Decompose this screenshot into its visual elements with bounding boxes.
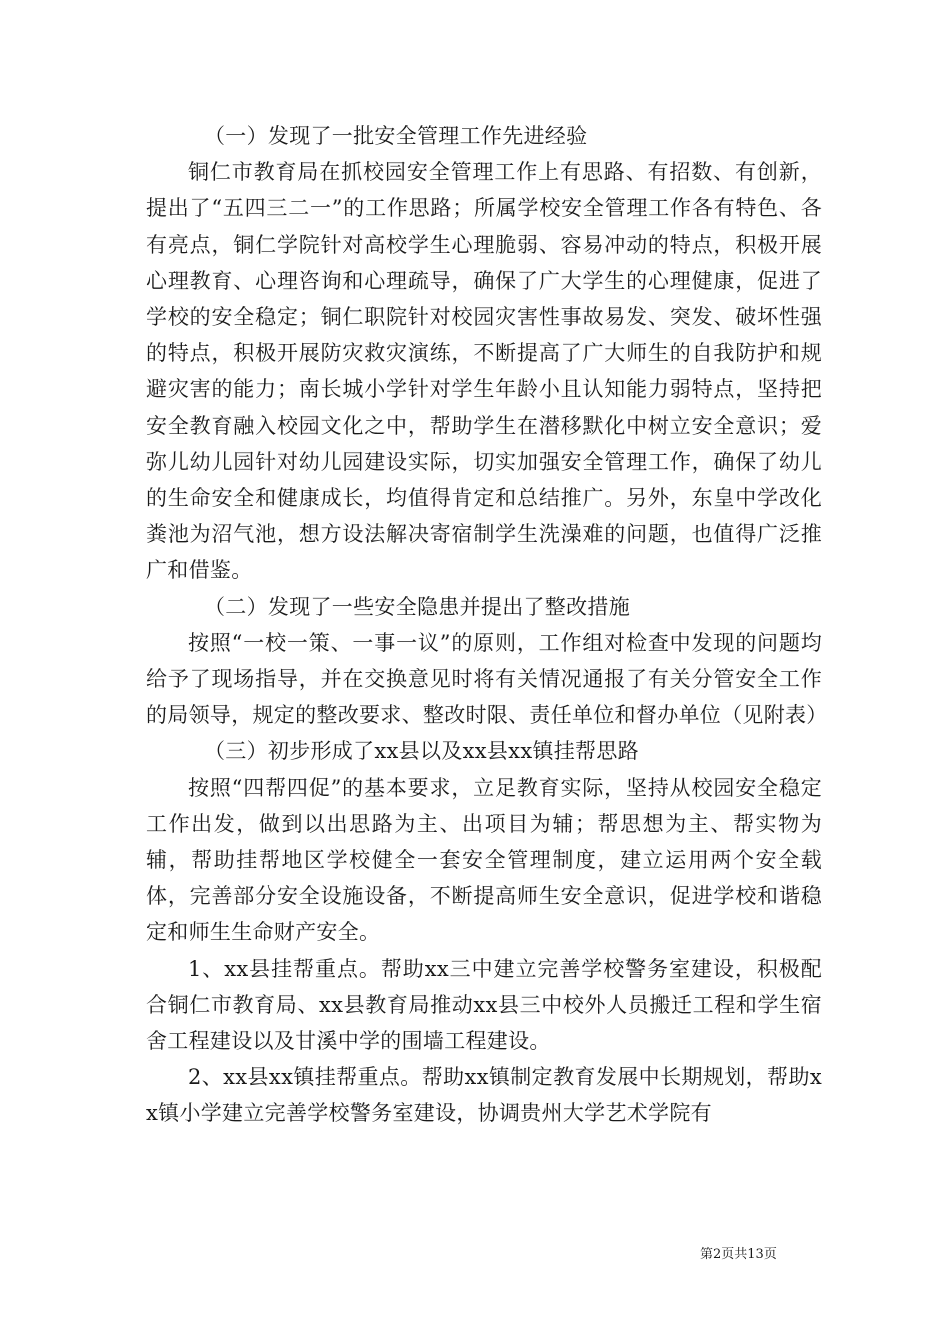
- body-paragraph-3: 按照“四帮四促”的基本要求，立足教育实际，坚持从校园安全稳定工作出发，做到以出思路为主、出项目为辅；帮思想为主、帮实物为辅，帮助挂帮地区学校健全一套安全管理制度，建立运用两个安全载体，完善部分安全设施设备，不断提高师生安全意识，促进学校和谐稳定和师生生命财产安全。: [146, 775, 822, 945]
- body-paragraph-1: 铜仁市教育局在抓校园安全管理工作上有思路、有招数、有创新，提出了“五四三二一”的工作思路；所属学校安全管理工作各有特色、各有亮点，铜仁学院针对高校学生心理脆弱、容易冲动的特点，积极开展心理教育、心理咨询和心理疏导，确保了广大学生的心理健康，促进了学校的安全稳定；铜仁职院针对校园灾害性事故易发、突发、破坏性强的特点，积极开展防灾救灾演练，不断提高了广大师生的自我防护和规避灾害的能力；南长城小学针对学生年龄小且认知能力弱特点，坚持把安全教育融入校园文化之中，帮助学生在潜移默化中树立安全意识；爱弥儿幼儿园针对幼儿园建设实际，切实加强安全管理工作，确保了幼儿的生命安全和健康成长，均值得肯定和总结推广。另外，东皇中学改化粪池为沼气池，想方设法解决寄宿制学生洗澡难的问题，也值得广泛推广和借鉴。: [146, 160, 822, 583]
- body-paragraph-2: 按照“一校一策、一事一议”的原则，工作组对检查中发现的问题均给予了现场指导，并在交换意见时将有关情况通报了有关分管安全工作的局领导，规定的整改要求、整改时限、责任单位和督办单位（见附表）: [146, 630, 828, 728]
- section-heading-2: （二）发现了一些安全隐患并提出了整改措施: [204, 594, 630, 619]
- body-paragraph-5: 2、xx县xx镇挂帮重点。帮助xx镇制定教育发展中长期规划，帮助xx镇小学建立完善学校警务室建设，协调贵州大学艺术学院有: [146, 1065, 822, 1126]
- section-heading-3: （三）初步形成了xx县以及xx县xx镇挂帮思路: [204, 739, 639, 764]
- body-paragraph-4: 1、xx县挂帮重点。帮助xx三中建立完善学校警务室建设，积极配合铜仁市教育局、xx县教育局推动xx县三中校外人员搬迁工程和学生宿舍工程建设以及甘溪中学的围墙工程建设。: [146, 956, 822, 1054]
- document-body: [146, 118, 828, 1132]
- section-heading-1: （一）发现了一批安全管理工作先进经验: [204, 124, 588, 148]
- page-number-footer: 第2页共13页: [700, 1247, 777, 1262]
